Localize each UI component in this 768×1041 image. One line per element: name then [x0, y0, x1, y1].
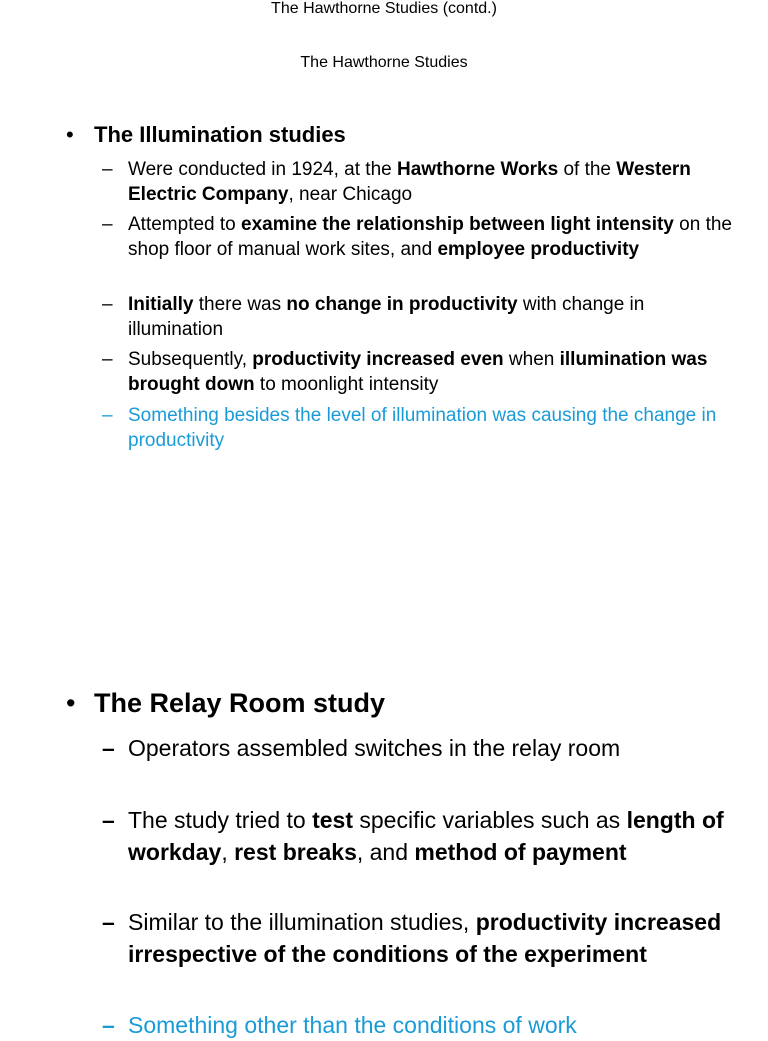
text-segment: Something other than the conditions of work [128, 1012, 577, 1038]
text-segment: method of payment [414, 839, 627, 865]
sub-bullet-text [128, 292, 742, 342]
text-segment: Subsequently, [128, 349, 253, 370]
text-segment: Something besides the level of illumination was causing the change in productivity [128, 405, 717, 451]
slide2-sub-bullet [102, 1009, 742, 1041]
text-segment: no change in productivity [286, 294, 518, 315]
text-segment: examine the relationship between light intensity [241, 214, 674, 235]
text-segment: to moonlight intensity [254, 374, 439, 395]
text-segment: employee productivity [437, 239, 640, 260]
text-segment: Hawthorne Works [397, 159, 559, 180]
bullet-dot: • [66, 122, 74, 147]
slide-2-main-bullet-text: The Relay Room study [94, 688, 386, 718]
slide-1-main-bullet-text: The Illumination studies [94, 122, 346, 147]
slide1-sub-bullet [102, 212, 742, 262]
text-segment: The study tried to [128, 807, 313, 833]
text-segment: Initially [128, 294, 194, 315]
sub-bullet-text [128, 403, 742, 453]
slide-1-main-bullet [66, 122, 346, 148]
dash-marker: – [102, 159, 113, 180]
text-segment: illumination was brought down [128, 349, 708, 395]
dash-marker: – [102, 294, 113, 315]
text-segment: there was [193, 294, 287, 315]
dash-marker: – [102, 735, 115, 761]
text-segment: , and [356, 839, 415, 865]
text-segment: Similar to the illumination studies, [128, 909, 476, 935]
sub-bullet-text [128, 1009, 742, 1041]
dash-marker: – [102, 909, 115, 935]
slide-2-title: The Hawthorne Studies (contd.) [271, 0, 497, 17]
slide1-sub-bullet [102, 347, 742, 397]
sub-bullet-text [128, 804, 742, 868]
text-segment: Western Electric Company [128, 159, 691, 205]
text-segment: , near Chicago [288, 184, 413, 205]
sub-bullet-text [128, 906, 742, 970]
dash-marker: – [102, 405, 113, 426]
text-segment: Attempted to [128, 214, 242, 235]
slide-2-main-bullet [66, 688, 385, 719]
text-segment: Were conducted in 1924, at the [128, 159, 397, 180]
text-segment: on the shop floor of manual work sites, and [128, 214, 732, 260]
slide1-sub-bullet [102, 403, 742, 453]
slide1-sub-bullet [102, 157, 742, 207]
text-segment: Operators assembled switches in the relay room [128, 735, 621, 761]
text-segment: productivity increased even [252, 349, 504, 370]
sub-bullet-text [128, 347, 742, 397]
text-segment: with change in illumination [128, 294, 645, 340]
slide-1-title: The Hawthorne Studies [300, 54, 468, 71]
dash-marker: – [102, 1012, 115, 1038]
text-segment: length of workday [128, 807, 724, 865]
bullet-dot: • [66, 688, 76, 718]
slide1-sub-bullet [102, 292, 742, 342]
slide2-sub-bullet [102, 732, 742, 764]
dash-marker: – [102, 349, 113, 370]
sub-bullet-text [128, 732, 742, 764]
text-segment: of the [558, 159, 617, 180]
text-segment: rest breaks [234, 839, 357, 865]
text-segment: test [312, 807, 353, 833]
slide2-sub-bullet [102, 906, 742, 970]
text-segment: specific variables such as [353, 807, 627, 833]
text-segment: , [221, 839, 235, 865]
dash-marker: – [102, 214, 113, 235]
sub-bullet-text [128, 157, 742, 207]
slide2-sub-bullet [102, 804, 742, 868]
text-segment: productivity increased irrespective of the conditions of the experiment [128, 909, 722, 967]
text-segment: when [503, 349, 560, 370]
dash-marker: – [102, 807, 115, 833]
sub-bullet-text [128, 212, 742, 262]
